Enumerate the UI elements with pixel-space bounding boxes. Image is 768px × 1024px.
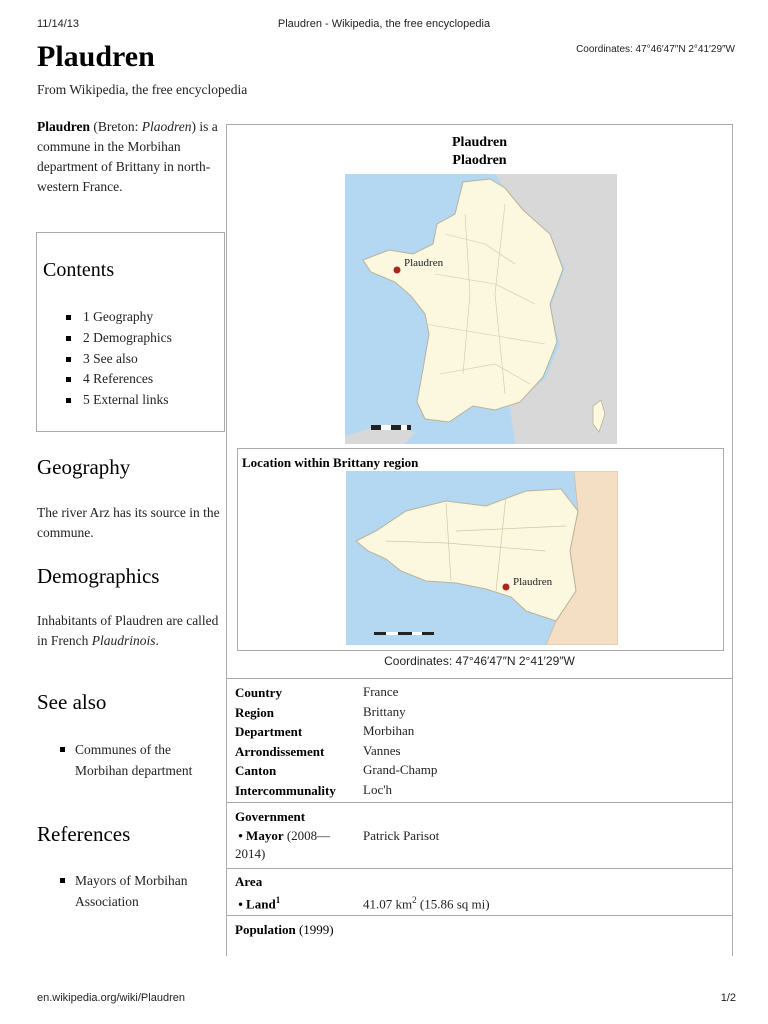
coordinates-top[interactable]: Coordinates: 47°46′47″N 2°41′29″W — [576, 44, 735, 55]
see-also-list — [37, 739, 220, 781]
brittany-map-label: Plaudren — [513, 576, 553, 588]
infobox: Plaudren Plaodren Plaudren Location within Brittany region Plaudren Coordinates: 47°46′47″N 2°41′29″W Country France Region Brittany Department Morbihan Arrondissement Vannes Canton Grand-Champ Intercommunality Loc'h Government • Mayor (2008—2014) Patrick Parisot Area • Land$^1$ 41.07 $km^2$ (15.86 sq mi) Population (1999) — [226, 124, 733, 956]
geography-heading: Geography — [37, 455, 131, 479]
population-label: Population (1999) — [235, 922, 334, 937]
brittany-map[interactable] — [346, 471, 618, 645]
infobox-title-name: Plaudren — [452, 135, 507, 150]
table-of-contents — [36, 232, 225, 432]
mayor-label: • Mayor (2008—2014) — [235, 828, 331, 861]
infobox-title-breton: Plaodren — [452, 153, 507, 168]
reference-item[interactable]: Mayors of Morbihan Association — [37, 870, 220, 912]
brittany-map-caption: Location within Brittany region — [242, 455, 419, 470]
demonym: Plaudrinois — [91, 633, 156, 648]
toc-item-geography[interactable]: 1 Geography — [37, 307, 172, 328]
geography-text: The river Arz has its source in the commune. — [37, 505, 220, 540]
lead-name: Plaudren — [37, 119, 91, 134]
infobox-divider — [227, 868, 732, 869]
print-footer — [0, 992, 768, 1006]
page-title: Plaudren — [37, 40, 155, 73]
land-value: 41.07 $km^2$ (15.86 sq mi) — [363, 895, 490, 912]
print-page-number: 1/2 — [720, 992, 736, 1004]
toc-title: Contents — [43, 259, 115, 281]
toc-item-external-links[interactable]: 5 External links — [37, 390, 172, 411]
references-list — [37, 870, 220, 912]
demographics-heading: Demographics — [37, 564, 160, 588]
brittany-map-box — [237, 448, 724, 651]
lead-breton-name: Plaodren — [141, 119, 192, 134]
toc-item-references[interactable]: 4 References — [37, 369, 172, 390]
infobox-divider — [227, 678, 732, 679]
france-map-label: Plaudren — [404, 257, 444, 269]
infobox-divider — [227, 802, 732, 803]
infobox-title — [227, 134, 732, 170]
toc-list — [37, 307, 172, 411]
government-heading: Government — [235, 809, 306, 824]
mayor-value[interactable]: Patrick Parisot — [363, 828, 440, 843]
infobox-coordinates[interactable]: Coordinates: 47°46′47″N 2°41′29″W — [384, 654, 575, 668]
toc-item-demographics[interactable]: 2 Demographics — [37, 328, 172, 349]
infobox-divider — [227, 915, 732, 916]
print-header — [0, 18, 768, 32]
print-title: Plaudren - Wikipedia, the free encyclopedia — [277, 18, 491, 30]
demographics-text: Inhabitants of Plaudren are called in French Plaudrinois. — [37, 613, 219, 648]
france-map[interactable] — [345, 174, 617, 444]
references-heading: References — [37, 822, 131, 846]
area-heading: Area — [235, 874, 263, 889]
lead-text-1: (Breton: — [90, 119, 142, 134]
lead-text-2: ) is a commune in the Morbihan department of Brittany in north-western France. — [37, 119, 218, 194]
lead-paragraph — [37, 117, 220, 197]
see-also-heading: See also — [37, 690, 107, 714]
see-also-item[interactable]: Communes of the Morbihan department — [37, 739, 220, 781]
toc-item-see-also[interactable]: 3 See also — [37, 349, 172, 370]
tagline: From Wikipedia, the free encyclopedia — [37, 82, 248, 97]
land-label: • Land$^1$ — [238, 895, 281, 912]
print-url: en.wikipedia.org/wiki/Plaudren — [37, 992, 185, 1004]
scale-bar — [374, 632, 434, 635]
location-marker-icon — [394, 267, 401, 274]
print-date: 11/14/13 — [37, 18, 80, 30]
scale-bar — [371, 425, 411, 430]
location-marker-icon — [503, 584, 510, 591]
